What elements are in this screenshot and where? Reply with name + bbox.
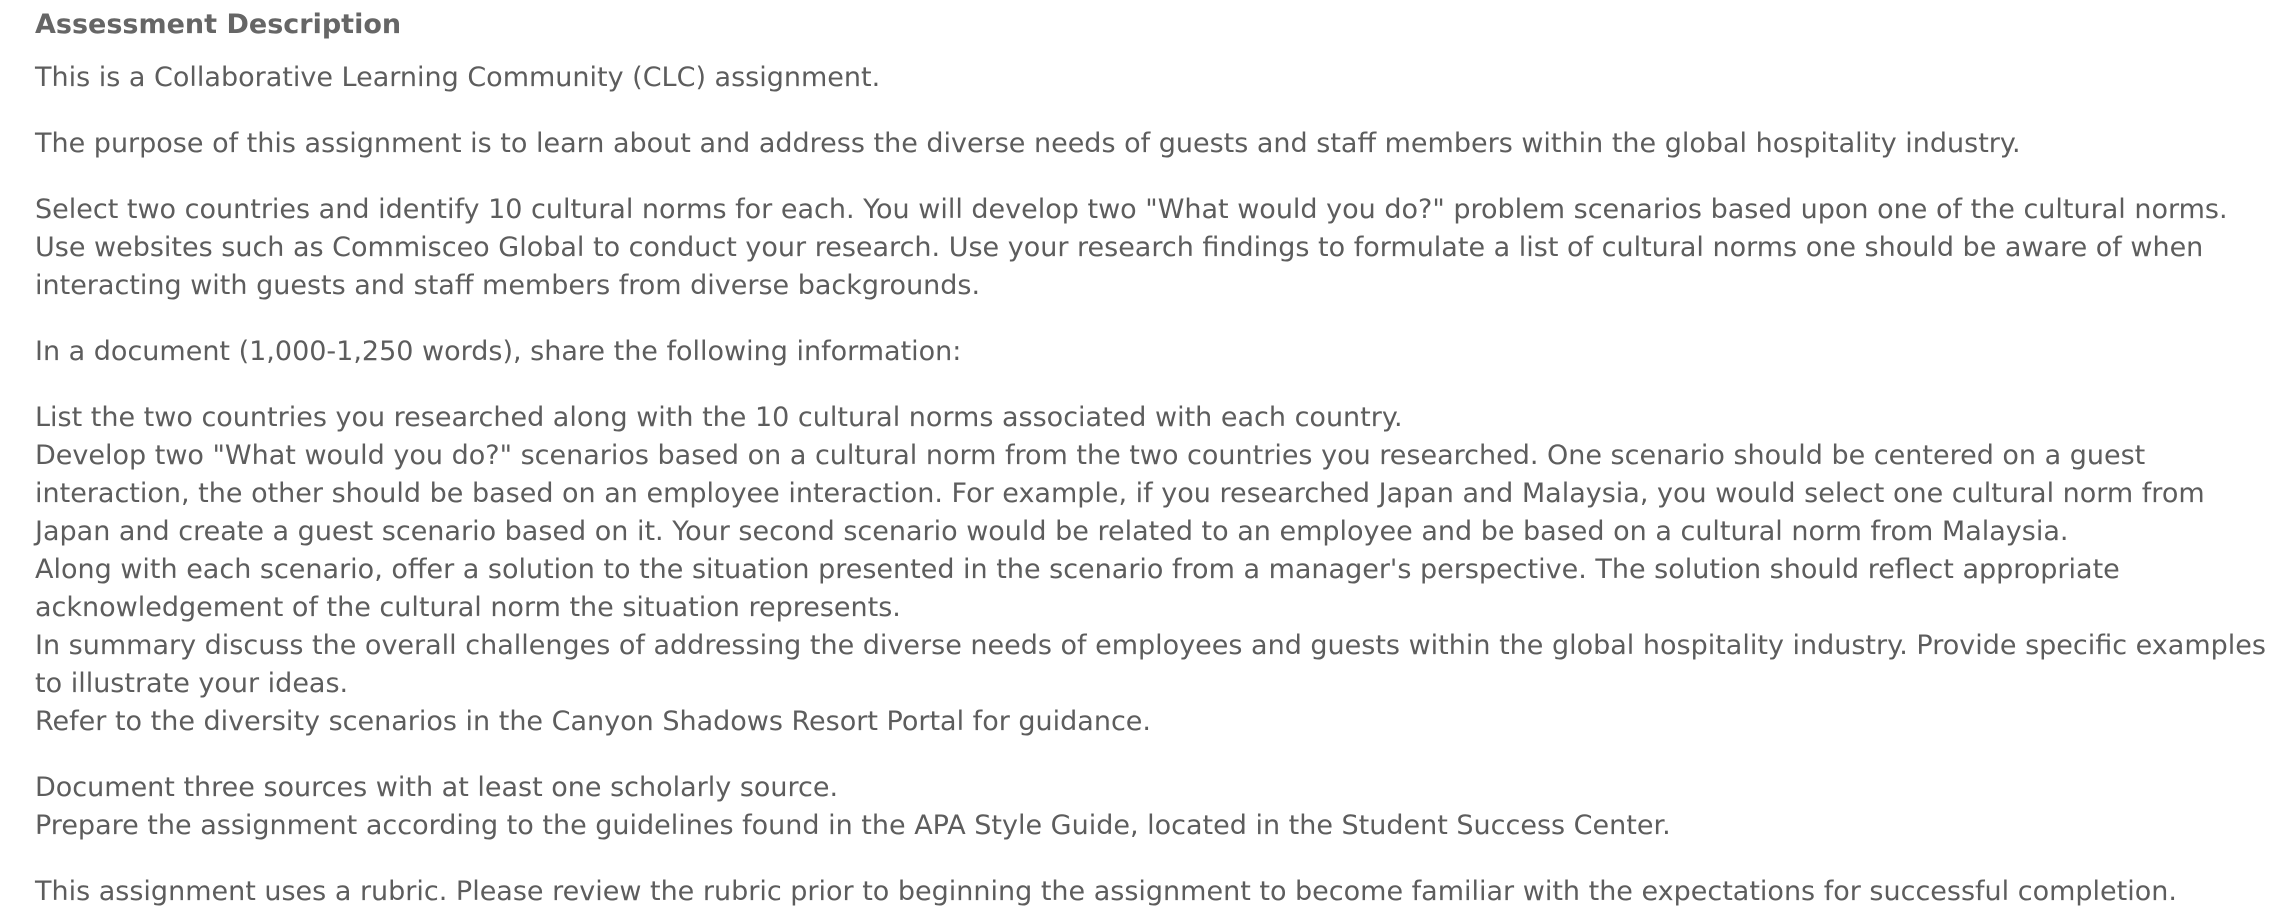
document-paragraph: In a document (1,000-1,250 words), share the following information:: [35, 336, 962, 367]
list-item: Along with each scenario, offer a solution to the situation presented in the scenario from a manager's perspective. The solution should reflect appropriate acknowledgement of the cultural norm the situation represents.: [35, 554, 2120, 623]
instructions-paragraph: Select two countries and identify 10 cultural norms for each. You will develop two "What would you do?" problem scenarios based upon one of the cultural norms. Use websites such as Commisceo Global to conduct your research. Use your research findings to formulate a list of cultural norms one should be aware of when interacting with guests and staff members from diverse backgrounds.: [35, 194, 2228, 301]
list-item: List the two countries you researched along with the 10 cultural norms associated with each country.: [35, 402, 1403, 433]
list-item: In summary discuss the overall challenges of addressing the diverse needs of employees and guests within the global hospitality industry. Provide specific examples to illustrate your ideas.: [35, 630, 2266, 699]
list-item: Refer to the diversity scenarios in the Canyon Shadows Resort Portal for guidance.: [35, 706, 1151, 737]
purpose-paragraph: The purpose of this assignment is to learn about and address the diverse needs of guests and staff members within the global hospitality industry.: [35, 128, 2021, 159]
rubric-note: This assignment uses a rubric. Please review the rubric prior to beginning the assignment to become familiar with the expectations for successful completion.: [35, 876, 2177, 907]
sources-list: [35, 769, 2266, 845]
list-item: Develop two "What would you do?" scenarios based on a cultural norm from the two countries you researched. One scenario should be centered on a guest interaction, the other should be based on an employee interaction. For example, if you researched Japan and Malaysia, you would select one cultural norm from Japan and create a guest scenario based on it. Your second scenario would be related to an employee and be based on a cultural norm from Malaysia.: [35, 440, 2205, 547]
list-item: Document three sources with at least one scholarly source.: [35, 772, 839, 803]
intro-paragraph: This is a Collaborative Learning Community (CLC) assignment.: [35, 62, 881, 93]
list-item: Prepare the assignment according to the guidelines found in the APA Style Guide, located in the Student Success Center.: [35, 810, 1671, 841]
section-heading: Assessment Description: [35, 9, 402, 40]
requirements-list: [35, 399, 2266, 741]
